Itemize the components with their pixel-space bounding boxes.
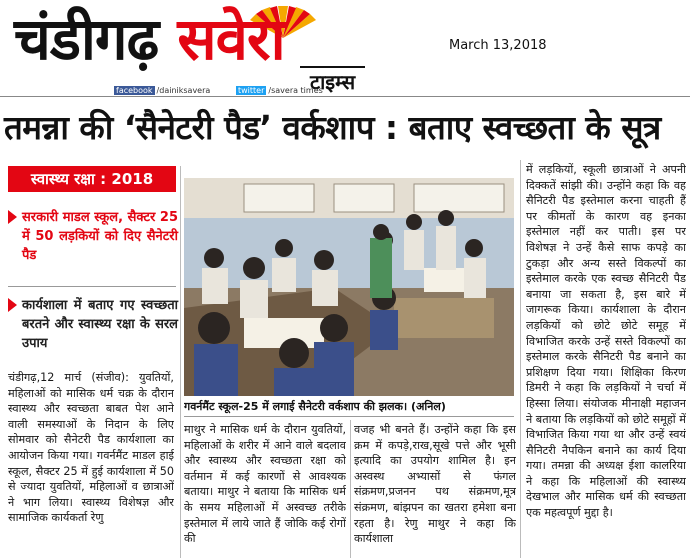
facebook-handle-text: /dainiksavera [156, 86, 211, 95]
logo-part-2: सवेरा [177, 5, 285, 73]
section-ribbon: स्वास्थ्य रक्षा : 2018 [8, 166, 176, 192]
photo-caption: गवर्नमैंट स्कूल-25 में लगाई सैनेटरी वर्कशाप की झलक। (अनिल) [184, 398, 514, 417]
twitter-handle[interactable] [236, 86, 323, 95]
issue-date: March 13,2018 [449, 38, 547, 53]
subheading-2 [8, 296, 178, 362]
masthead-divider [0, 96, 690, 97]
facebook-handle[interactable] [114, 86, 210, 95]
masthead [0, 0, 690, 96]
column-rule [520, 160, 521, 558]
twitter-icon: twitter [238, 86, 265, 95]
article-column-3: वजह भी बनते हैं। उन्होंने कहा कि इस क्रम में कपड़े,राख,सूखे पत्ते और भूसी इत्यादि का उपयोग शामिल है। इन अस्वस्थ अभ्यासों से फंगल संक्रमण,प्रजनन पथ संक्रमण,मूत्र संक्रमण, बांझपन का खतरा हमेशा बना रहता है। रेणु माथुर ने कहा कि कार्यशाला [354, 423, 516, 546]
subheading-1 [8, 208, 178, 278]
subheading-divider [8, 286, 176, 287]
red-arrow-icon [8, 210, 17, 224]
logo-part-1: चंडीगढ़ [14, 5, 159, 73]
logo-subtitle: टाइम्स [300, 66, 365, 95]
subheading-2-text: कार्यशाला में बताए गए स्वच्छता बरतने और स्वास्थ्य रक्षा के सरल उपाय [22, 298, 178, 351]
subheading-1-text: सरकारी माडल स्कूल, सैक्टर 25 में 50 लड़कियों को दिए सैनेटरी पैड [22, 210, 178, 263]
article-column-4: में लड़कियों, स्कूली छात्राओं ने अपनी दिक्कतें सांझी की। उन्होंने कहा कि वह सैनिटरी पैड इस्तेमाल करना चाहती हैं पर कीमतों के कारण वह इनका इस्तेमाल नहीं कर पाती। इस पर विशेषज्ञ ने उन्हें कैसे साफ कपड़े का टुकड़ा और अन्य सस्ते विकल्पों का इस्तेमाल करके एक स्वच्छ सैनिटरी पैड बनाया जा सकता है, इस बारे में जागरूक किया। कार्यशाला के दौरान लड़कियों को छोटे छोटे समूह में विभाजित करके उन्हें सस्ते विकल्पों का इस्तेमाल करके सैनिटरी पैड बनाने का प्रशिक्षण दिया गया। शिक्षिका किरण डिमरी ने कहा कि लड़कियों ने चर्चा में हिस्सा लिया। संयोजक मीनाक्षी महाजन ने बताया कि लड़कियों को छोटे समूहों में विभाजित किया गया था और उन्हें स्वयं सैनिटरी नैपकिन बनाने का कार्य दिया गया। तमन्ना की अध्यक्ष ईशा कालरिया ने कहा कि महिलाओं की स्वास्थ्य देखभाल और मासिक धर्म की स्वच्छता एक महत्वपूर्ण मुद्दा है। [526, 163, 686, 520]
twitter-handle-text: /savera times [268, 86, 323, 95]
newspaper-logo [14, 5, 285, 73]
article-headline: तमन्ना की ‘सैनेटरी पैड’ वर्कशाप : बताए स्वच्छता के सूत्र [4, 108, 661, 147]
column-rule [350, 420, 351, 558]
workshop-photo-illustration [184, 178, 514, 396]
column-rule [180, 166, 181, 558]
workshop-photo [184, 178, 514, 396]
article-column-1: चंडीगढ़,12 मार्च (संजीव): युवतियों, महिलाओं को मासिक धर्म चक्र के दौरान स्वास्थ्य और स्वच्छता बाबत पेश आने वाली समस्याओं के निदान के लिए सोमवार को सैनेटरी पैड कार्यशाला का आयोजन किया गया। गवर्नमैंट माडल हाई स्कूल, सैक्टर 25 में हुई कार्यशाला में 50 से ज्यादा युवतियों, महिलाओं व छात्राओं ने भाग लिया। स्वास्थ्य विशेषज्ञ और सामाजिक कार्यकर्ता रेणु [8, 371, 174, 525]
red-arrow-icon [8, 298, 17, 312]
facebook-icon: facebook [116, 86, 153, 95]
article-column-2: माथुर ने मासिक धर्म के दौरान युवतियों, महिलाओं के शरीर में आने वाले बदलाव और स्वास्थ्य और स्वच्छता रक्षा को वर्तमान में कई कारणों से आवश्यक बताया। माथुर ने बताया कि मासिक धर्म के समय महिलाओं में अस्वच्छ तरीके इस्तेमाल में लाये जाते हैं जोकि कई रोगों की [184, 423, 346, 546]
